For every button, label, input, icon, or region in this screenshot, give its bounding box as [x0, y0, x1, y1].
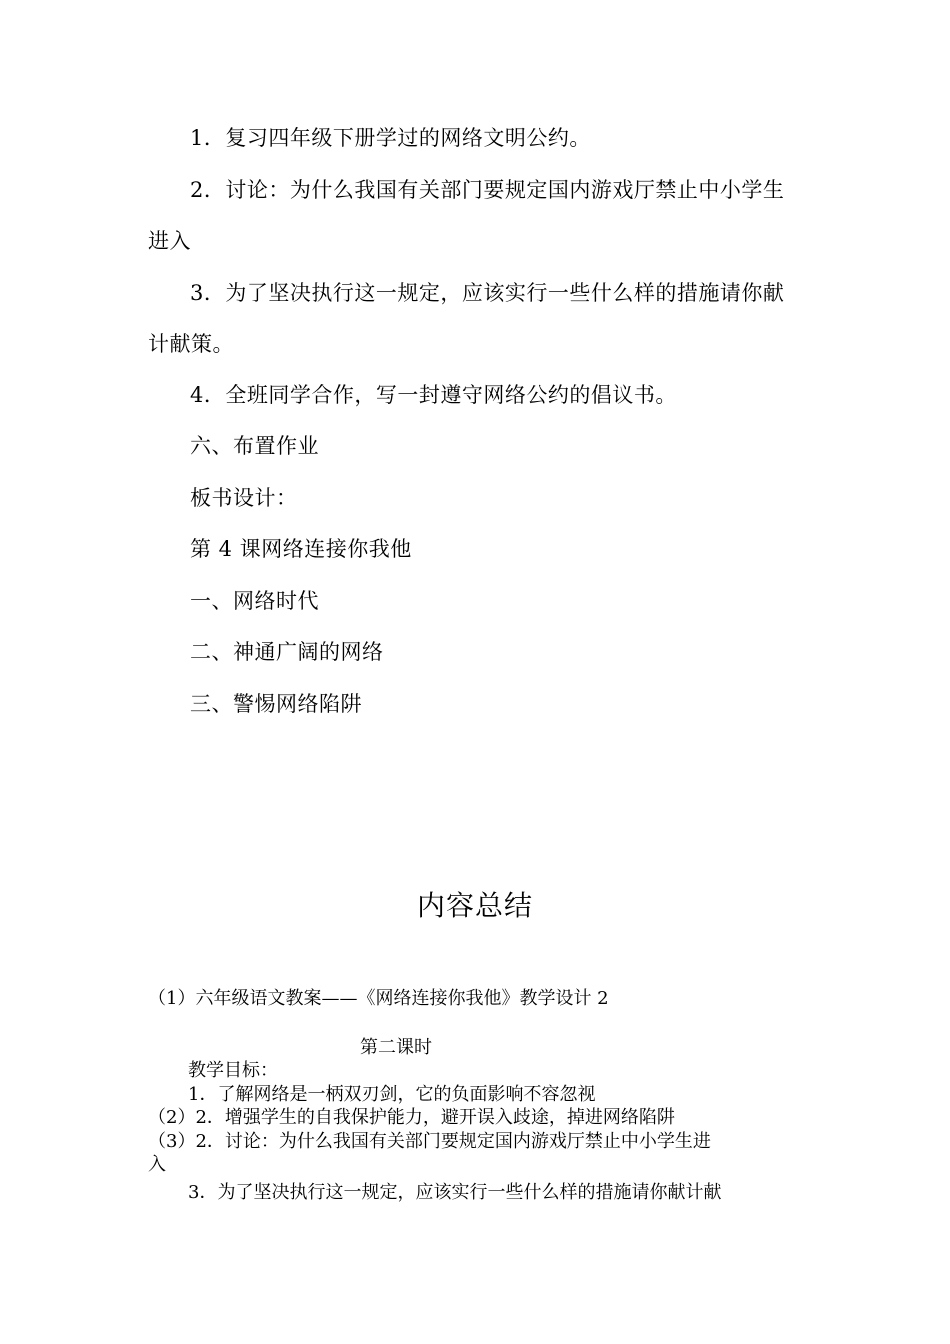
board-design-heading: 板书设计：: [190, 486, 298, 510]
board-design-item: 一、网络时代: [190, 589, 319, 613]
summary-line: （2）2．增强学生的自我保护能力，避开误入歧途，掉进网络陷阱: [148, 1107, 675, 1128]
summary-line: 3．为了坚决执行这一规定，应该实行一些什么样的措施请你献计献: [188, 1182, 722, 1203]
board-design-item: 二、神通广阔的网络: [190, 640, 384, 664]
lesson-step-3-line-1: 3．为了坚决执行这一规定，应该实行一些什么样的措施请你献: [190, 281, 785, 305]
board-design-lesson-title: 第 4 课网络连接你我他: [190, 537, 412, 561]
summary-line: （1）六年级语文教案——《网络连接你我他》教学设计 2: [148, 988, 609, 1009]
lesson-step-1: 1．复习四年级下册学过的网络文明公约。: [190, 126, 591, 150]
lesson-step-2-line-2: 进入: [148, 229, 191, 253]
board-design-item: 三、警惕网络陷阱: [190, 692, 362, 716]
summary-line: 教学目标：: [188, 1060, 278, 1081]
summary-line: 1．了解网络是一柄双刃剑，它的负面影响不容忽视: [188, 1084, 596, 1105]
lesson-step-4: 4．全班同学合作，写一封遵守网络公约的倡议书。: [190, 383, 677, 407]
lesson-step-2-line-1: 2．讨论：为什么我国有关部门要规定国内游戏厅禁止中小学生: [190, 178, 785, 202]
homework-heading: 六、布置作业: [190, 434, 319, 458]
summary-line: 入: [148, 1154, 166, 1175]
summary-line: 第二课时: [360, 1037, 432, 1058]
lesson-step-3-line-2: 计献策。: [148, 332, 234, 356]
summary-title: 内容总结: [416, 889, 533, 922]
summary-line: （3）2．讨论：为什么我国有关部门要规定国内游戏厅禁止中小学生进: [148, 1131, 711, 1152]
